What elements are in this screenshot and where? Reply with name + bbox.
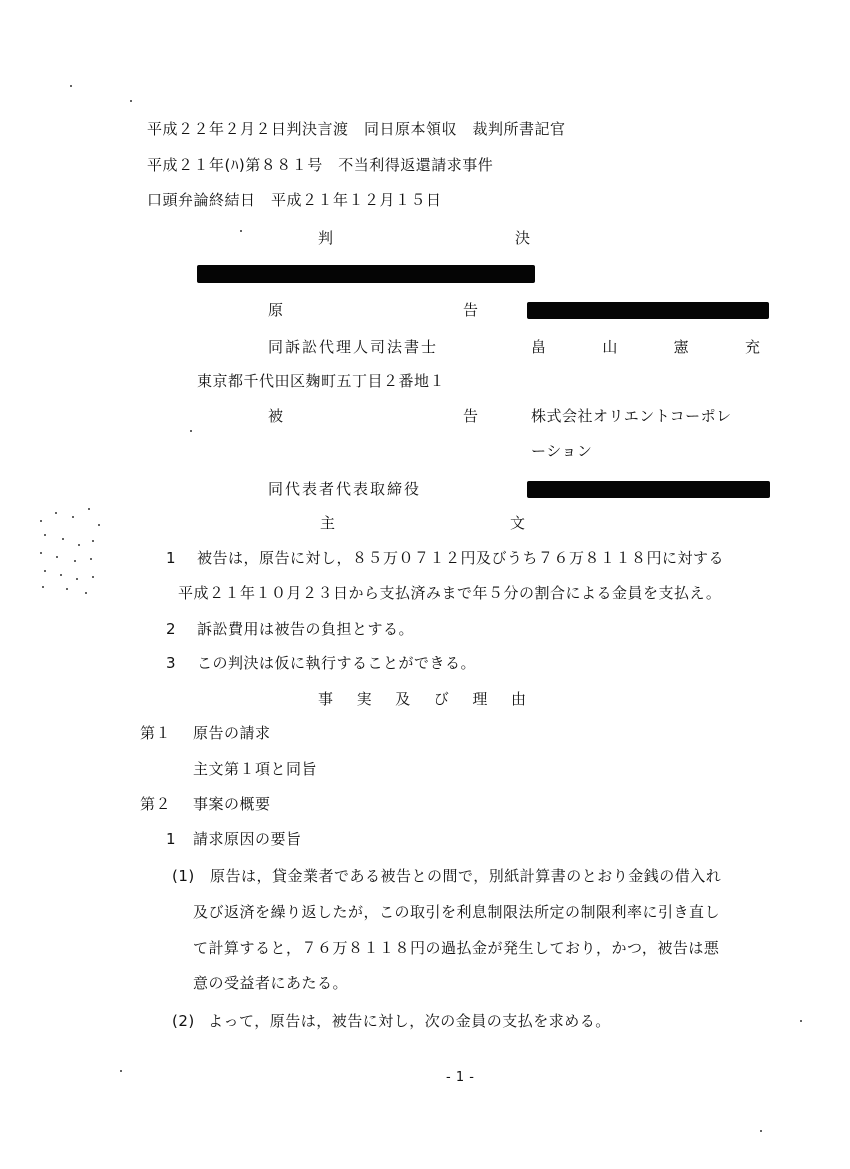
main-item-3-number: 3: [166, 654, 177, 672]
main-text-heading: 主 文: [320, 514, 525, 532]
header-line-3: 口頭弁論終結日 平成２１年１２月１５日: [147, 191, 442, 209]
redacted-plaintiff-address: [197, 265, 535, 283]
main-item-1-number: 1: [166, 549, 177, 567]
section-1-title: 原告の請求: [193, 724, 271, 742]
section-1-number: 第１: [140, 724, 172, 742]
defendant-name-line-1: 株式会社オリエントコーポレ: [531, 407, 732, 425]
paragraph-1-line-3: て計算すると，７６万８１１８円の過払金が発生しており，かつ，被告は悪: [193, 939, 720, 957]
document-title: [318, 228, 530, 248]
paragraph-1-line-2: 及び返済を繰り返したが，この取引を利息制限法所定の制限利率に引き直し: [193, 903, 721, 921]
paragraph-2-number: (2): [172, 1012, 195, 1030]
redacted-representative-name: [527, 481, 770, 498]
defendant-name-line-2: ーション: [531, 442, 593, 460]
main-item-1-line-2: 平成２１年１０月２３日から支払済みまで年５分の割合による金員を支払え。: [178, 584, 722, 602]
main-item-3-text: この判決は仮に執行することができる。: [197, 654, 477, 672]
title-right: 決: [514, 229, 530, 247]
main-item-2-number: 2: [166, 620, 177, 638]
main-item-2-text: 訴訟費用は被告の負担とする。: [197, 620, 415, 638]
representative-label: 同代表者代表取締役: [268, 480, 422, 498]
subsection-1-number: 1: [166, 830, 177, 848]
paragraph-1-number: (1): [172, 867, 195, 885]
header-line-1: 平成２２年２月２日判決言渡 同日原本領収 裁判所書記官: [147, 120, 566, 138]
plaintiff-label: 原 告: [268, 301, 478, 319]
defendant-address: 東京都千代田区麹町五丁目２番地１: [197, 372, 446, 390]
defendant-label: 被 告: [268, 407, 478, 425]
title-left: 判: [318, 229, 334, 247]
paragraph-2-text: よって，原告は，被告に対し，次の金員の支払を求める。: [208, 1012, 611, 1030]
page-number: - 1 -: [446, 1070, 475, 1085]
agent-label: 同訴訟代理人司法書士: [268, 338, 439, 356]
section-2-number: 第２: [140, 795, 172, 813]
header-line-2: 平成２１年(ﾊ)第８８１号 不当利得返還請求事件: [147, 156, 494, 174]
paragraph-1-line-4: 意の受益者にあたる。: [193, 974, 349, 992]
section-2-title: 事案の概要: [193, 795, 271, 813]
reasons-heading: 事 実 及 び 理 由: [318, 690, 526, 708]
subsection-1-title: 請求原因の要旨: [193, 830, 302, 848]
main-item-1-line-1: 被告は，原告に対し，８５万０７１２円及びうち７６万８１１８円に対する: [197, 549, 725, 567]
paragraph-1-line-1: 原告は，貸金業者である被告との間で，別紙計算書のとおり金銭の借入れ: [210, 867, 722, 885]
section-1-body: 主文第１項と同旨: [193, 760, 318, 778]
agent-name: 畠 山 憲 充: [531, 338, 760, 356]
redacted-plaintiff-name: [527, 302, 769, 319]
